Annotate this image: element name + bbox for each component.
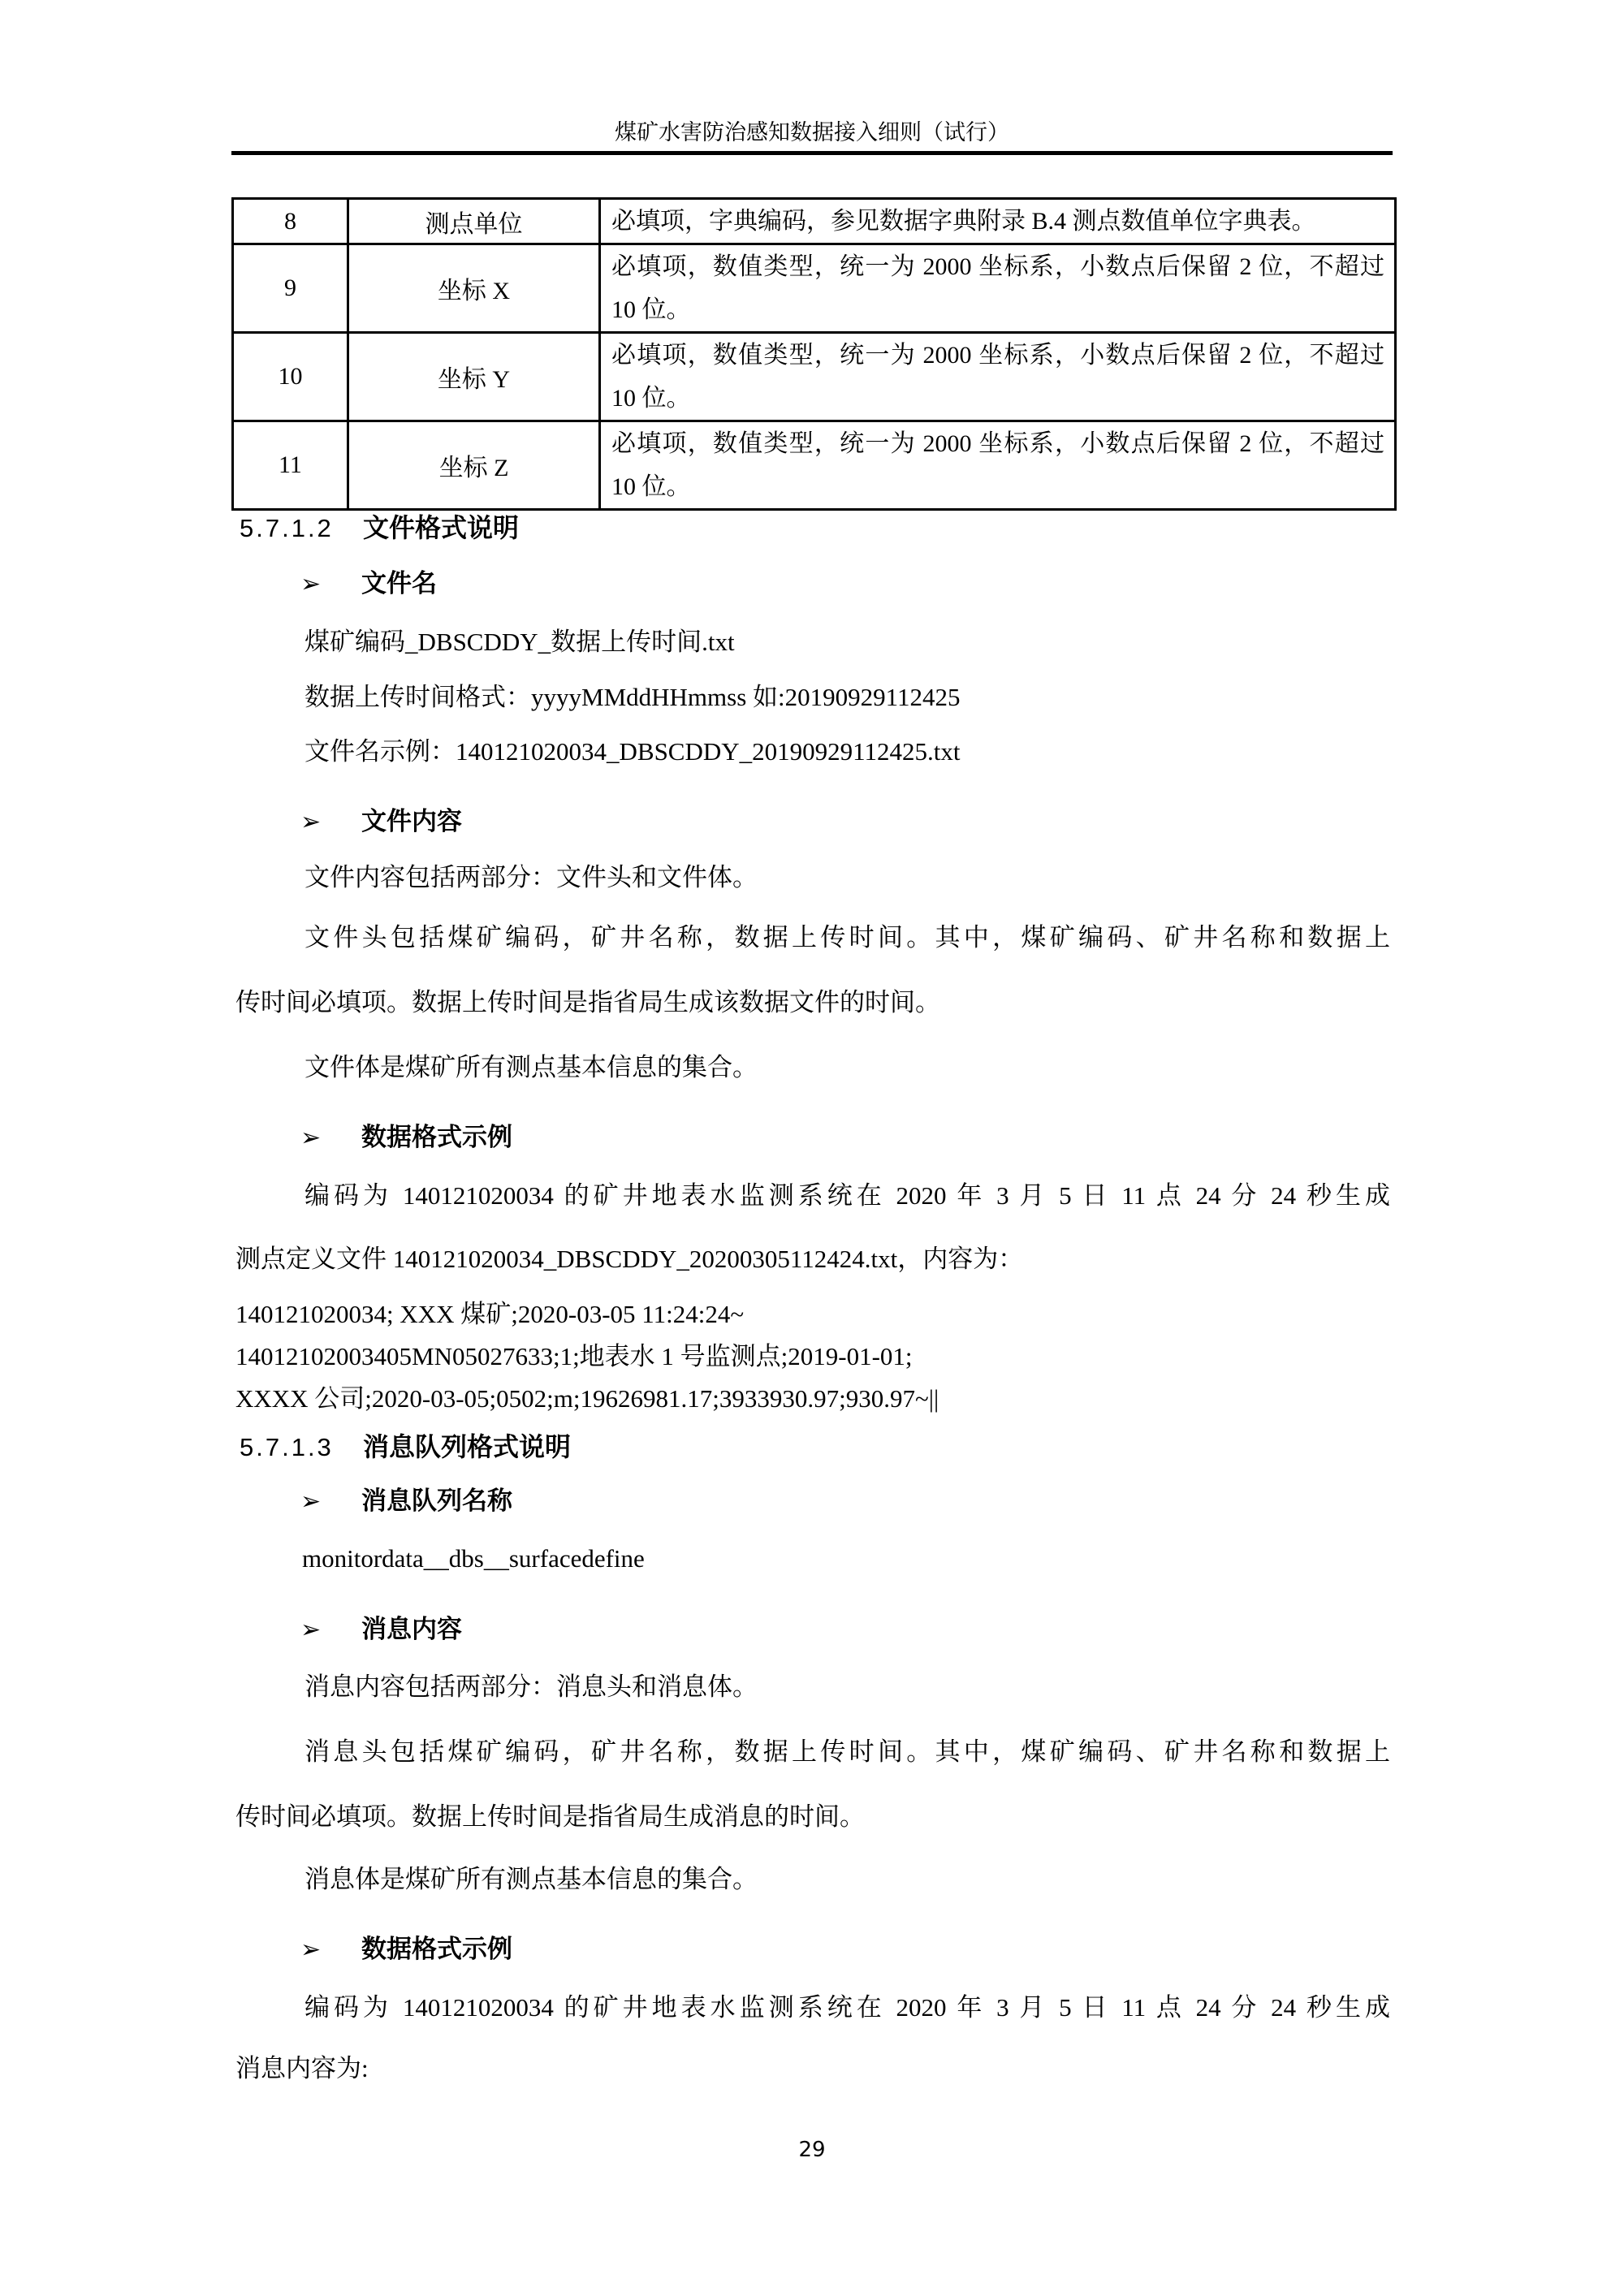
- bullet-item-file-content: [300, 801, 462, 837]
- upload-time-format-line: 数据上传时间格式：yyyyMMddHHmmss 如:20190929112425: [304, 683, 961, 711]
- row-number-cell: 8: [233, 199, 348, 244]
- message-header-desc-line-2: 传时间必填项。数据上传时间是指省局生成消息的时间。: [235, 1802, 865, 1831]
- message-header-desc-line-1: 消息头包括煤矿编码，矿井名称，数据上传时间。其中，煤矿编码、矿井名称和数据上: [304, 1737, 1390, 1766]
- bullet-item-message-content: [300, 1608, 462, 1645]
- field-definition-table: [231, 197, 1397, 511]
- table-row: [233, 199, 1396, 244]
- arrow-bullet-icon: ➢: [300, 570, 322, 598]
- arrow-bullet-icon: ➢: [300, 808, 322, 836]
- bullet-label: 文件内容: [361, 807, 462, 835]
- arrow-bullet-icon: ➢: [300, 1616, 322, 1644]
- message-example-intro-line-2: 消息内容为:: [235, 2054, 369, 2082]
- field-desc-line: 必填项，数值类型，统一为 2000 坐标系，小数点后保留 2 位，不超过: [611, 342, 1384, 369]
- table-row: [233, 333, 1396, 421]
- queue-name-value-line: monitordata__dbs__surfacedefine: [302, 1544, 645, 1573]
- field-name-cell: 测点单位: [348, 199, 600, 244]
- bullet-item-data-example-1: [300, 1116, 512, 1153]
- bullet-label: 文件名: [361, 569, 437, 598]
- file-header-desc-line-2: 传时间必填项。数据上传时间是指省局生成该数据文件的时间。: [235, 988, 940, 1016]
- page-number: 29: [798, 2138, 826, 2162]
- section-heading-file-format: [240, 507, 519, 545]
- field-name-cell: 坐标 X: [348, 244, 600, 333]
- field-desc-line: 10 位。: [611, 473, 691, 500]
- file-header-desc-line-1: 文件头包括煤矿编码，矿井名称，数据上传时间。其中，煤矿编码、矿井名称和数据上: [304, 923, 1390, 952]
- data-sample-line-2: 14012102003405MN05027633;1;地表水 1 号监测点;2019-01-01;: [235, 1342, 913, 1370]
- field-desc-cell: [600, 333, 1396, 421]
- field-name-cell: 坐标 Z: [348, 421, 600, 510]
- file-example-intro-line-2: 测点定义文件 140121020034_DBSCDDY_20200305112424.txt，内容为：: [235, 1245, 1024, 1273]
- row-number-cell: 9: [233, 244, 348, 333]
- row-number-cell: 11: [233, 421, 348, 510]
- message-content-intro-line: 消息内容包括两部分：消息头和消息体。: [304, 1672, 758, 1701]
- field-desc-line: 10 位。: [611, 296, 691, 323]
- arrow-bullet-icon: ➢: [300, 1124, 322, 1152]
- bullet-label: 消息内容: [361, 1615, 462, 1643]
- data-sample-line-1: 140121020034; XXX 煤矿;2020-03-05 11:24:24~: [235, 1300, 745, 1328]
- file-name-template-line: 煤矿编码_DBSCDDY_数据上传时间.txt: [304, 628, 735, 656]
- field-desc-cell: [600, 244, 1396, 333]
- document-header-title: 煤矿水害防治感知数据接入细则（试行）: [615, 120, 1009, 145]
- section-number: 5.7.1.2: [240, 514, 334, 542]
- bullet-item-file-name: [300, 563, 437, 599]
- arrow-bullet-icon: ➢: [300, 1487, 322, 1516]
- message-body-line: 消息体是煤矿所有测点基本信息的集合。: [304, 1865, 758, 1893]
- section-title: 消息队列格式说明: [363, 1432, 572, 1461]
- file-body-line: 文件体是煤矿所有测点基本信息的集合。: [304, 1053, 758, 1081]
- field-desc-line: 必填项，数值类型，统一为 2000 坐标系，小数点后保留 2 位，不超过: [611, 253, 1384, 280]
- field-desc-line: 10 位。: [611, 385, 691, 412]
- bullet-item-data-example-2: [300, 1928, 512, 1965]
- section-title: 文件格式说明: [363, 513, 520, 542]
- header-divider-rule: [231, 151, 1393, 155]
- field-desc-line: 必填项，字典编码，参见数据字典附录 B.4 测点数值单位字典表。: [611, 208, 1316, 235]
- bullet-label: 消息队列名称: [361, 1487, 512, 1515]
- message-example-intro-line-1: 编码为 140121020034 的矿井地表水监测系统在 2020 年 3 月 5 日 11 点 24 分 24 秒生成: [304, 1993, 1390, 2022]
- field-desc-cell: [600, 199, 1396, 244]
- file-name-example-line: 文件名示例：140121020034_DBSCDDY_20190929112425.txt: [304, 737, 961, 766]
- arrow-bullet-icon: ➢: [300, 1936, 322, 1964]
- section-heading-queue-format: [240, 1426, 571, 1464]
- row-number-cell: 10: [233, 333, 348, 421]
- bullet-label: 数据格式示例: [361, 1123, 512, 1151]
- file-example-intro-line-1: 编码为 140121020034 的矿井地表水监测系统在 2020 年 3 月 5 日 11 点 24 分 24 秒生成: [304, 1181, 1390, 1210]
- bullet-item-queue-name: [300, 1480, 512, 1517]
- file-content-intro-line: 文件内容包括两部分：文件头和文件体。: [304, 863, 758, 891]
- field-desc-cell: [600, 421, 1396, 510]
- bullet-label: 数据格式示例: [361, 1935, 512, 1963]
- data-sample-line-3: XXXX 公司;2020-03-05;0502;m;19626981.17;3933930.97;930.97~||: [235, 1384, 939, 1413]
- table-row: [233, 244, 1396, 333]
- field-desc-line: 必填项，数值类型，统一为 2000 坐标系，小数点后保留 2 位，不超过: [611, 430, 1384, 457]
- section-number: 5.7.1.3: [240, 1433, 334, 1461]
- table-row: [233, 421, 1396, 510]
- field-name-cell: 坐标 Y: [348, 333, 600, 421]
